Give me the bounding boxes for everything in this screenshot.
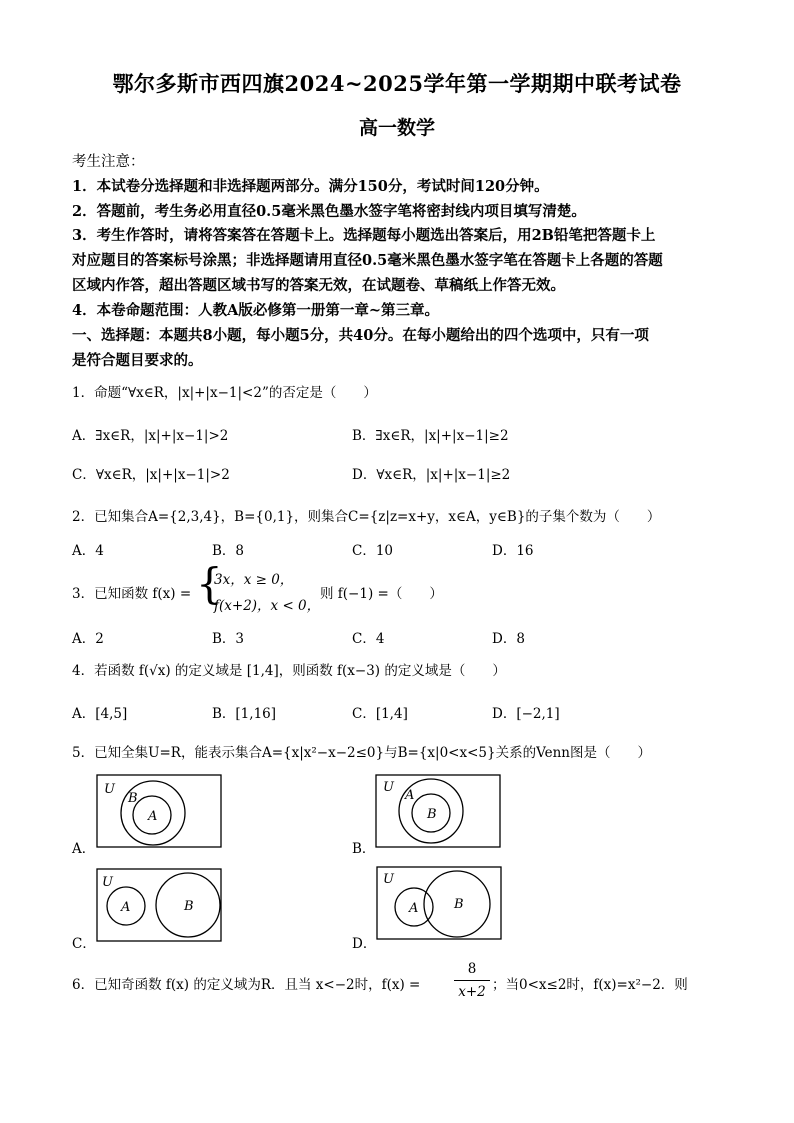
venn-label-b: B bbox=[454, 897, 464, 912]
fraction-bar bbox=[454, 980, 490, 981]
question-5-option-a: A． bbox=[72, 841, 96, 857]
notice-item: 4．本卷命题范围：人教A版必修第一册第一章~第三章。 bbox=[72, 302, 439, 319]
venn-label-b: B bbox=[128, 791, 138, 806]
question-4-stem: 4．若函数 f(√x) 的定义域是 [1,4]，则函数 f(x−3) 的定义域是（ ） bbox=[72, 663, 506, 679]
question-3-stem-pre: 3．已知函数 f(x) = bbox=[72, 586, 192, 602]
question-1-option-c: C．∀x∈R，|x|+|x−1|>2 bbox=[72, 467, 230, 483]
question-3-option-a: A．2 bbox=[72, 631, 104, 647]
question-4-option-a: A．[4,5] bbox=[72, 706, 128, 722]
question-3-stem-post: 则 f(−1) =（ ） bbox=[320, 586, 443, 602]
notice-heading: 考生注意： bbox=[72, 154, 145, 170]
notice-item: 2．答题前，考生务必用直径0.5毫米黑色墨水签字笔将密封线内项目填写清楚。 bbox=[72, 203, 586, 220]
question-3-case-2: f(x+2)，x < 0， bbox=[214, 598, 321, 614]
notice-item: 对应题目的答案标号涂黑；非选择题请用直径0.5毫米黑色墨水签字笔在答题卡上各题的答题 bbox=[72, 252, 663, 269]
question-2-stem: 2．已知集合A={2,3,4}，B={0,1}，则集合C={z|z=x+y，x∈A，y∈B}的子集个数为（ ） bbox=[72, 509, 661, 525]
venn-diagram-b bbox=[375, 774, 501, 848]
venn-label-a: A bbox=[148, 809, 158, 824]
venn-label-a: A bbox=[405, 788, 415, 803]
question-3-option-d: D．8 bbox=[492, 631, 525, 647]
venn-diagram-c bbox=[96, 868, 222, 942]
venn-label-u: U bbox=[383, 780, 394, 795]
question-6-stem-post: ；当0<x≤2时，f(x)=x²−2．则 bbox=[492, 977, 688, 993]
question-5-option-b: B． bbox=[352, 841, 376, 857]
venn-label-u: U bbox=[383, 872, 394, 887]
section-heading: 是符合题目要求的。 bbox=[72, 352, 203, 369]
question-2-option-b: B．8 bbox=[212, 543, 245, 559]
venn-diagram-a bbox=[96, 774, 222, 848]
venn-label-u: U bbox=[102, 875, 113, 890]
piecewise-brace: { bbox=[196, 559, 223, 608]
question-5-option-c: C． bbox=[72, 936, 96, 952]
question-5-stem: 5．已知全集U=R，能表示集合A={x|x²−x−2≤0}与B={x|0<x<5}关系的Venn图是（ ） bbox=[72, 745, 651, 761]
notice-item: 3．考生作答时，请将答案答在答题卡上。选择题每小题选出答案后，用2B铅笔把答题卡上 bbox=[72, 227, 656, 244]
question-4-option-c: C．[1,4] bbox=[352, 706, 408, 722]
question-4-option-b: B．[1,16] bbox=[212, 706, 277, 722]
question-5-option-d: D． bbox=[352, 936, 377, 952]
venn-label-a: A bbox=[409, 901, 419, 916]
question-1-stem: 1．命题“∀x∈R，|x|+|x−1|<2”的否定是（ ） bbox=[72, 385, 377, 401]
venn-label-b: B bbox=[427, 807, 437, 822]
question-3-option-b: B．3 bbox=[212, 631, 245, 647]
fraction-numerator: 8 bbox=[467, 961, 477, 977]
question-3-case-1: 3x，x ≥ 0， bbox=[214, 572, 294, 588]
notice-item: 1．本试卷分选择题和非选择题两部分。满分150分，考试时间120分钟。 bbox=[72, 178, 549, 195]
venn-label-b: B bbox=[184, 899, 194, 914]
question-2-option-c: C．10 bbox=[352, 543, 394, 559]
question-2-option-a: A．4 bbox=[72, 543, 104, 559]
notice-item: 区域内作答，超出答题区域书写的答案无效，在试题卷、草稿纸上作答无效。 bbox=[72, 277, 565, 294]
venn-label-u: U bbox=[104, 782, 115, 797]
fraction-denominator: x+2 bbox=[458, 984, 486, 1000]
question-2-option-d: D．16 bbox=[492, 543, 534, 559]
section-heading: 一、选择题：本题共8小题，每小题5分，共40分。在每小题给出的四个选项中，只有一项 bbox=[72, 327, 649, 344]
exam-subtitle: 高一数学 bbox=[358, 117, 435, 139]
exam-title: 鄂尔多斯市西四旗2024~2025学年第一学期期中联考试卷 bbox=[112, 71, 682, 96]
question-6-stem-pre: 6．已知奇函数 f(x) 的定义域为R．且当 x<−2时，f(x) = bbox=[72, 977, 421, 993]
question-4-option-d: D．[−2,1] bbox=[492, 706, 560, 722]
venn-label-a: A bbox=[121, 900, 131, 915]
question-3-option-c: C．4 bbox=[352, 631, 385, 647]
question-1-option-a: A．∃x∈R，|x|+|x−1|>2 bbox=[72, 428, 229, 444]
venn-diagram-d bbox=[376, 866, 502, 940]
question-1-option-b: B．∃x∈R，|x|+|x−1|≥2 bbox=[352, 428, 509, 444]
question-1-option-d: D．∀x∈R，|x|+|x−1|≥2 bbox=[352, 467, 511, 483]
